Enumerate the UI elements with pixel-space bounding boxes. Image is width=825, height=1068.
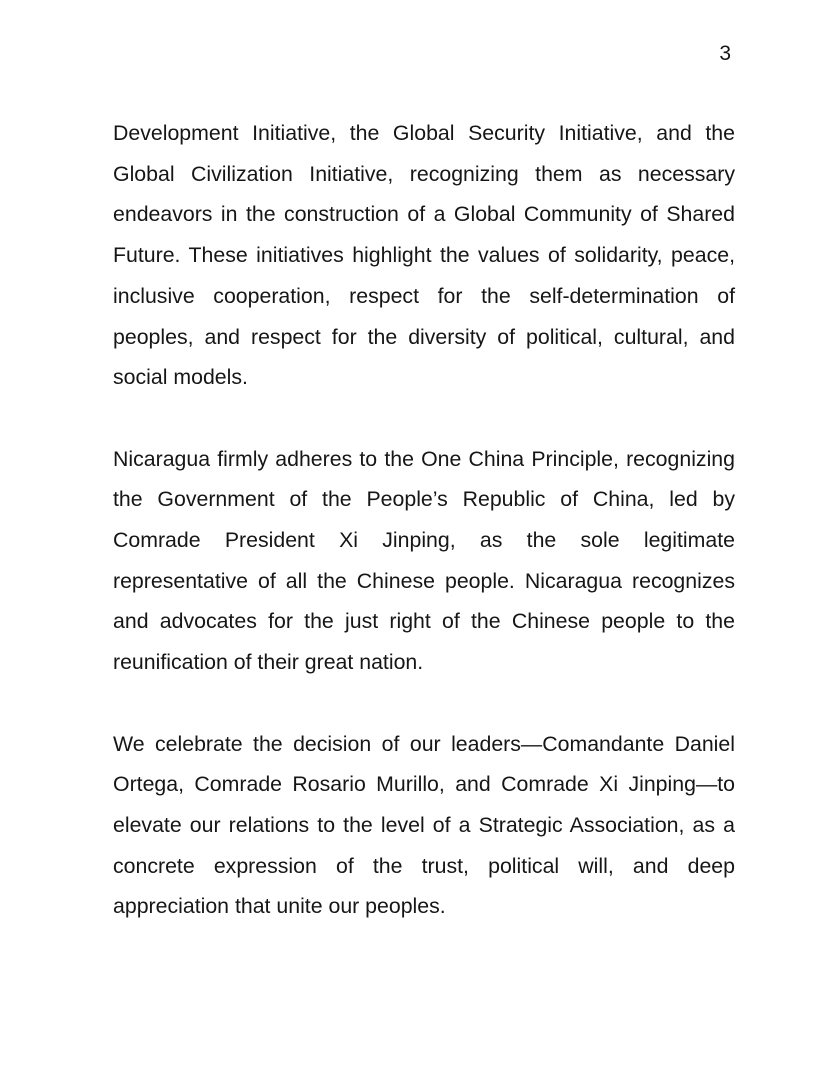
paragraph-one-china: Nicaragua firmly adheres to the One China Principle, recognizing the Government of the People’s Republic of China, led by Comrade President Xi Jinping, as the sole legitimate representative of all the Chinese people. Nicaragua recognizes and advocates for the just right of the Chinese people to the reunification of their great nation. bbox=[113, 446, 735, 675]
paragraph-leaders: We celebrate the decision of our leaders—Comandante Daniel Ortega, Comrade Rosario Murillo, and Comrade Xi Jinping—to elevate our relations to the level of a Strategic Association, as a concrete expression of the trust, political will, and deep appreciation that unite our peoples. bbox=[113, 731, 735, 919]
document-body bbox=[113, 113, 735, 927]
paragraph-initiatives: Development Initiative, the Global Security Initiative, and the Global Civilization Initiative, recognizing them as necessary endeavors in the construction of a Global Community of Shared Future. These initiatives highlight the values of solidarity, peace, inclusive cooperation, respect for the self-determination of peoples, and respect for the diversity of political, cultural, and social models. bbox=[113, 121, 735, 390]
page-number: 3 bbox=[719, 42, 731, 65]
